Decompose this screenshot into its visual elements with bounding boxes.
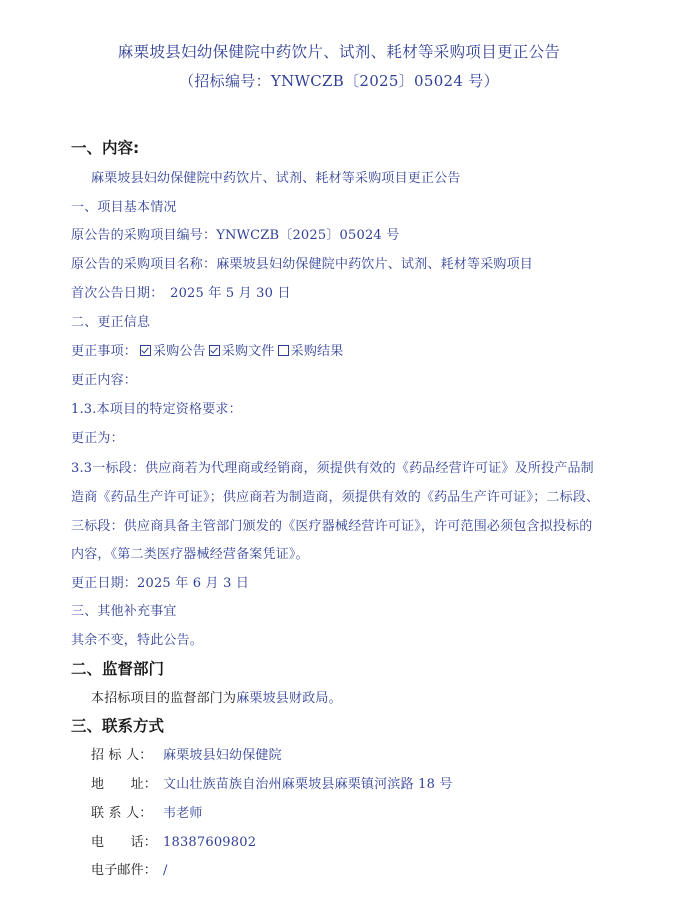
correction-item-results: 采购结果 — [290, 344, 344, 359]
contact-row — [91, 744, 282, 763]
corrected-to-label: 更正为： — [71, 431, 124, 446]
checked-box-icon — [209, 345, 220, 356]
correction-items — [71, 340, 343, 359]
contact-label: 电子邮件： — [91, 863, 158, 878]
correction-item-announcement: 采购公告 — [153, 344, 206, 359]
corrected-text-line-4: 内容，《第二类医疗器械经营备案凭证》。 — [71, 547, 309, 562]
intro-line: 麻栗坡县妇幼保健院中药饮片、试剂、耗材等采购项目更正公告 — [91, 171, 461, 186]
section1-heading: 一、内容: — [71, 139, 140, 157]
contact-value: 韦老师 — [163, 806, 203, 821]
correction-content-label: 更正内容： — [71, 373, 138, 388]
first-announce-date: 首次公告日期： 2025 年 5 月 30 日 — [71, 286, 291, 301]
contact-row — [91, 802, 203, 821]
contact-value: 麻栗坡县妇幼保健院 — [163, 748, 282, 763]
document-title: 麻栗坡县妇幼保健院中药饮片、试剂、耗材等采购项目更正公告 — [117, 43, 561, 61]
other-matters-heading: 三、其他补充事宜 — [71, 604, 177, 619]
corrected-text-line-2: 造商《药品生产许可证》；供应商若为制造商，须提供有效的《药品生产许可证》；二标段、 — [71, 490, 600, 505]
contact-label: 招 标 人： — [91, 748, 153, 763]
contact-row — [91, 773, 453, 792]
contact-value: 文山壮族苗族自治州麻栗坡县麻栗镇河滨路 18 号 — [163, 777, 453, 792]
orig-project-name: 原公告的采购项目名称：麻栗坡县妇幼保健院中药饮片、试剂、耗材等采购项目 — [71, 257, 534, 272]
basic-info-heading: 一、项目基本情况 — [71, 200, 177, 215]
document-subtitle: （招标编号：YNWCZB〔2025〕05024 号） — [179, 72, 499, 90]
correction-items-label: 更正事项： — [71, 344, 138, 359]
contact-label: 地 址： — [91, 777, 158, 792]
qualification-requirement: 1.3.本项目的特定资格要求： — [71, 402, 242, 417]
unchecked-box-icon — [278, 345, 289, 356]
corrected-text-line-1: 3.3一标段：供应商若为代理商或经销商，须提供有效的《药品经营许可证》及所投产品制 — [71, 461, 594, 476]
correction-info-heading: 二、更正信息 — [71, 315, 151, 330]
supervision-department: 麻栗坡县财政局。 — [236, 691, 342, 706]
checked-box-icon — [140, 345, 151, 356]
supervision-text — [91, 687, 342, 706]
closing-statement: 其余不变，特此公告。 — [71, 633, 204, 648]
section2-heading: 二、监督部门 — [71, 660, 165, 678]
contact-label: 电 话： — [91, 835, 158, 850]
contact-row — [91, 831, 256, 850]
contact-value: 18387609802 — [163, 835, 257, 850]
contact-label: 联 系 人： — [91, 806, 153, 821]
contact-value: / — [163, 863, 168, 878]
correction-item-documents: 采购文件 — [221, 344, 275, 359]
supervision-prefix: 本招标项目的监督部门为 — [91, 691, 237, 706]
contact-row — [91, 859, 168, 878]
section3-heading: 三、联系方式 — [71, 717, 165, 735]
orig-project-number: 原公告的采购项目编号：YNWCZB〔2025〕05024 号 — [71, 228, 400, 243]
corrected-text-line-3: 三标段：供应商具备主管部门颁发的《医疗器械经营许可证》，许可范围必须包含拟投标的 — [71, 519, 593, 534]
correction-date: 更正日期：2025 年 6 月 3 日 — [71, 576, 250, 591]
